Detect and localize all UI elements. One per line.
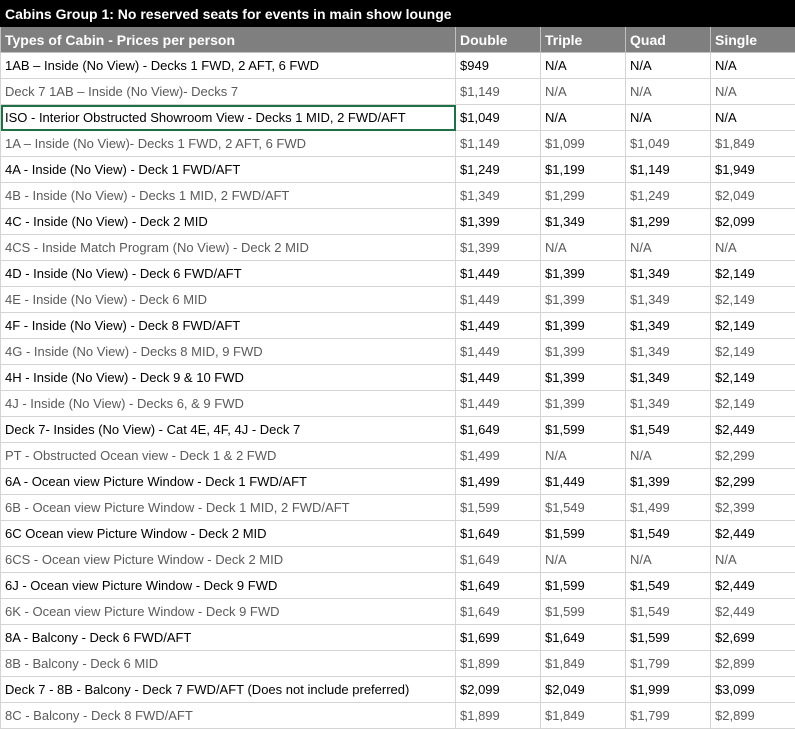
triple-price-cell[interactable]: $1,599: [541, 573, 626, 599]
double-price-cell[interactable]: $1,499: [456, 443, 541, 469]
triple-price-cell[interactable]: $1,599: [541, 599, 626, 625]
table-row: [1, 261, 795, 287]
quad-price-cell[interactable]: $1,349: [626, 365, 711, 391]
single-price-cell[interactable]: N/A: [711, 547, 795, 573]
double-price-cell[interactable]: $1,699: [456, 625, 541, 651]
header-row: [1, 27, 795, 53]
quad-price-cell[interactable]: $1,349: [626, 339, 711, 365]
single-price-cell[interactable]: $2,149: [711, 365, 795, 391]
triple-price-cell[interactable]: $1,349: [541, 209, 626, 235]
table-row: [1, 417, 795, 443]
title-row: [1, 1, 795, 27]
quad-price-cell[interactable]: $1,799: [626, 703, 711, 729]
triple-price-cell[interactable]: $1,449: [541, 469, 626, 495]
double-price-cell[interactable]: $2,099: [456, 677, 541, 703]
table-row: [1, 53, 795, 79]
single-price-cell[interactable]: $2,049: [711, 183, 795, 209]
table-row: [1, 495, 795, 521]
double-price-cell[interactable]: $1,649: [456, 417, 541, 443]
double-price-cell[interactable]: $1,899: [456, 703, 541, 729]
double-price-cell[interactable]: $1,649: [456, 599, 541, 625]
table-row: [1, 547, 795, 573]
single-price-cell[interactable]: $2,899: [711, 651, 795, 677]
single-price-cell[interactable]: $3,099: [711, 677, 795, 703]
header-triple[interactable]: Triple: [541, 27, 626, 53]
cabin-type-cell[interactable]: 8C - Balcony - Deck 8 FWD/AFT: [1, 703, 456, 729]
cabin-type-cell[interactable]: 4G - Inside (No View) - Decks 8 MID, 9 FWD: [1, 339, 456, 365]
triple-price-cell[interactable]: $1,399: [541, 313, 626, 339]
single-price-cell[interactable]: $2,299: [711, 443, 795, 469]
triple-price-cell[interactable]: $1,599: [541, 417, 626, 443]
single-price-cell[interactable]: $2,149: [711, 313, 795, 339]
single-price-cell[interactable]: $2,449: [711, 521, 795, 547]
double-price-cell[interactable]: $1,399: [456, 235, 541, 261]
single-price-cell[interactable]: $2,299: [711, 469, 795, 495]
single-price-cell[interactable]: N/A: [711, 235, 795, 261]
table-row: [1, 469, 795, 495]
quad-price-cell[interactable]: $1,999: [626, 677, 711, 703]
triple-price-cell[interactable]: $1,299: [541, 183, 626, 209]
triple-price-cell[interactable]: $1,099: [541, 131, 626, 157]
quad-price-cell[interactable]: $1,499: [626, 495, 711, 521]
header-double[interactable]: Double: [456, 27, 541, 53]
double-price-cell[interactable]: $949: [456, 53, 541, 79]
cabin-type-cell[interactable]: 4J - Inside (No View) - Decks 6, & 9 FWD: [1, 391, 456, 417]
quad-price-cell[interactable]: $1,049: [626, 131, 711, 157]
single-price-cell[interactable]: N/A: [711, 105, 795, 131]
table-row: [1, 599, 795, 625]
table-row: [1, 443, 795, 469]
cabin-type-cell[interactable]: 4D - Inside (No View) - Deck 6 FWD/AFT: [1, 261, 456, 287]
triple-price-cell[interactable]: $1,399: [541, 287, 626, 313]
cabin-type-cell[interactable]: 4B - Inside (No View) - Decks 1 MID, 2 FWD/AFT: [1, 183, 456, 209]
double-price-cell[interactable]: $1,649: [456, 573, 541, 599]
cabin-type-cell[interactable]: 6A - Ocean view Picture Window - Deck 1 FWD/AFT: [1, 469, 456, 495]
quad-price-cell[interactable]: $1,549: [626, 417, 711, 443]
table-row: [1, 703, 795, 729]
header-single[interactable]: Single: [711, 27, 795, 53]
table-row: [1, 339, 795, 365]
single-price-cell[interactable]: $1,849: [711, 131, 795, 157]
quad-price-cell[interactable]: $1,549: [626, 599, 711, 625]
triple-price-cell[interactable]: N/A: [541, 79, 626, 105]
double-price-cell[interactable]: $1,449: [456, 313, 541, 339]
cabin-type-cell[interactable]: Deck 7 1AB – Inside (No View)- Decks 7: [1, 79, 456, 105]
triple-price-cell[interactable]: $1,649: [541, 625, 626, 651]
cabin-type-cell[interactable]: 4H - Inside (No View) - Deck 9 & 10 FWD: [1, 365, 456, 391]
single-price-cell[interactable]: $2,699: [711, 625, 795, 651]
triple-price-cell[interactable]: $2,049: [541, 677, 626, 703]
quad-price-cell[interactable]: $1,599: [626, 625, 711, 651]
table-row: [1, 573, 795, 599]
quad-price-cell[interactable]: $1,549: [626, 573, 711, 599]
single-price-cell[interactable]: $1,949: [711, 157, 795, 183]
triple-price-cell[interactable]: N/A: [541, 235, 626, 261]
single-price-cell[interactable]: $2,099: [711, 209, 795, 235]
double-price-cell[interactable]: $1,899: [456, 651, 541, 677]
table-row: [1, 183, 795, 209]
triple-price-cell[interactable]: N/A: [541, 443, 626, 469]
cabin-type-cell[interactable]: 8B - Balcony - Deck 6 MID: [1, 651, 456, 677]
cabin-type-cell[interactable]: 4C - Inside (No View) - Deck 2 MID: [1, 209, 456, 235]
double-price-cell[interactable]: $1,349: [456, 183, 541, 209]
quad-price-cell[interactable]: N/A: [626, 443, 711, 469]
single-price-cell[interactable]: $2,149: [711, 391, 795, 417]
table-title[interactable]: Cabins Group 1: No reserved seats for events in main show lounge: [1, 1, 795, 27]
table-row: [1, 157, 795, 183]
cabin-type-cell[interactable]: PT - Obstructed Ocean view - Deck 1 & 2 FWD: [1, 443, 456, 469]
quad-price-cell[interactable]: N/A: [626, 105, 711, 131]
cabin-type-cell[interactable]: 6K - Ocean view Picture Window - Deck 9 FWD: [1, 599, 456, 625]
table-row: [1, 235, 795, 261]
quad-price-cell[interactable]: $1,399: [626, 469, 711, 495]
cabin-type-cell[interactable]: Deck 7 - 8B - Balcony - Deck 7 FWD/AFT (Does not include preferred): [1, 677, 456, 703]
triple-price-cell[interactable]: $1,199: [541, 157, 626, 183]
triple-price-cell[interactable]: $1,849: [541, 703, 626, 729]
cabin-type-cell[interactable]: Deck 7- Insides (No View) - Cat 4E, 4F, 4J - Deck 7: [1, 417, 456, 443]
single-price-cell[interactable]: $2,449: [711, 599, 795, 625]
triple-price-cell[interactable]: $1,399: [541, 261, 626, 287]
triple-price-cell[interactable]: N/A: [541, 105, 626, 131]
table-row: [1, 391, 795, 417]
triple-price-cell[interactable]: $1,399: [541, 365, 626, 391]
triple-price-cell[interactable]: $1,849: [541, 651, 626, 677]
double-price-cell[interactable]: $1,449: [456, 391, 541, 417]
double-price-cell[interactable]: $1,499: [456, 469, 541, 495]
cabin-type-cell[interactable]: 4E - Inside (No View) - Deck 6 MID: [1, 287, 456, 313]
header-cabin-type[interactable]: Types of Cabin - Prices per person: [1, 27, 456, 53]
cabin-type-cell[interactable]: 4CS - Inside Match Program (No View) - Deck 2 MID: [1, 235, 456, 261]
double-price-cell[interactable]: $1,449: [456, 365, 541, 391]
double-price-cell[interactable]: $1,049: [456, 105, 541, 131]
quad-price-cell[interactable]: $1,799: [626, 651, 711, 677]
table-row: [1, 131, 795, 157]
table-row: [1, 677, 795, 703]
cabin-type-cell[interactable]: 6C Ocean view Picture Window - Deck 2 MID: [1, 521, 456, 547]
header-quad[interactable]: Quad: [626, 27, 711, 53]
table-row: [1, 313, 795, 339]
single-price-cell[interactable]: N/A: [711, 53, 795, 79]
triple-price-cell[interactable]: $1,399: [541, 391, 626, 417]
single-price-cell[interactable]: $2,149: [711, 339, 795, 365]
quad-price-cell[interactable]: $1,349: [626, 391, 711, 417]
table-row: [1, 287, 795, 313]
table-row: [1, 625, 795, 651]
table-row: [1, 79, 795, 105]
single-price-cell[interactable]: $2,449: [711, 417, 795, 443]
single-price-cell[interactable]: $2,149: [711, 261, 795, 287]
cabin-type-cell[interactable]: 4F - Inside (No View) - Deck 8 FWD/AFT: [1, 313, 456, 339]
table-row: [1, 651, 795, 677]
quad-price-cell[interactable]: $1,249: [626, 183, 711, 209]
quad-price-cell[interactable]: $1,299: [626, 209, 711, 235]
triple-price-cell[interactable]: $1,599: [541, 521, 626, 547]
quad-price-cell[interactable]: N/A: [626, 547, 711, 573]
double-price-cell[interactable]: $1,649: [456, 547, 541, 573]
single-price-cell[interactable]: $2,899: [711, 703, 795, 729]
quad-price-cell[interactable]: $1,349: [626, 287, 711, 313]
single-price-cell[interactable]: $2,449: [711, 573, 795, 599]
quad-price-cell[interactable]: $1,549: [626, 521, 711, 547]
quad-price-cell[interactable]: N/A: [626, 53, 711, 79]
single-price-cell[interactable]: N/A: [711, 79, 795, 105]
cabin-type-cell[interactable]: 6J - Ocean view Picture Window - Deck 9 FWD: [1, 573, 456, 599]
double-price-cell[interactable]: $1,149: [456, 79, 541, 105]
quad-price-cell[interactable]: N/A: [626, 235, 711, 261]
quad-price-cell[interactable]: $1,349: [626, 261, 711, 287]
cabin-type-cell[interactable]: 6CS - Ocean view Picture Window - Deck 2 MID: [1, 547, 456, 573]
cabin-type-cell[interactable]: 8A - Balcony - Deck 6 FWD/AFT: [1, 625, 456, 651]
cabin-type-cell[interactable]: 6B - Ocean view Picture Window - Deck 1 MID, 2 FWD/AFT: [1, 495, 456, 521]
double-price-cell[interactable]: $1,449: [456, 261, 541, 287]
triple-price-cell[interactable]: $1,549: [541, 495, 626, 521]
double-price-cell[interactable]: $1,149: [456, 131, 541, 157]
double-price-cell[interactable]: $1,449: [456, 287, 541, 313]
triple-price-cell[interactable]: N/A: [541, 53, 626, 79]
table-row: [1, 365, 795, 391]
double-price-cell[interactable]: $1,399: [456, 209, 541, 235]
single-price-cell[interactable]: $2,149: [711, 287, 795, 313]
single-price-cell[interactable]: $2,399: [711, 495, 795, 521]
triple-price-cell[interactable]: $1,399: [541, 339, 626, 365]
cabin-type-cell[interactable]: 1AB – Inside (No View) - Decks 1 FWD, 2 AFT, 6 FWD: [1, 53, 456, 79]
quad-price-cell[interactable]: N/A: [626, 79, 711, 105]
double-price-cell[interactable]: $1,649: [456, 521, 541, 547]
table-row: [1, 209, 795, 235]
quad-price-cell[interactable]: $1,149: [626, 157, 711, 183]
triple-price-cell[interactable]: N/A: [541, 547, 626, 573]
cabin-type-cell[interactable]: ISO - Interior Obstructed Showroom View - Decks 1 MID, 2 FWD/AFT: [1, 105, 456, 131]
table-row: [1, 521, 795, 547]
cabin-type-cell[interactable]: 1A – Inside (No View)- Decks 1 FWD, 2 AFT, 6 FWD: [1, 131, 456, 157]
double-price-cell[interactable]: $1,449: [456, 339, 541, 365]
double-price-cell[interactable]: $1,249: [456, 157, 541, 183]
quad-price-cell[interactable]: $1,349: [626, 313, 711, 339]
cabin-type-cell[interactable]: 4A - Inside (No View) - Deck 1 FWD/AFT: [1, 157, 456, 183]
double-price-cell[interactable]: $1,599: [456, 495, 541, 521]
table-row: [1, 105, 795, 131]
